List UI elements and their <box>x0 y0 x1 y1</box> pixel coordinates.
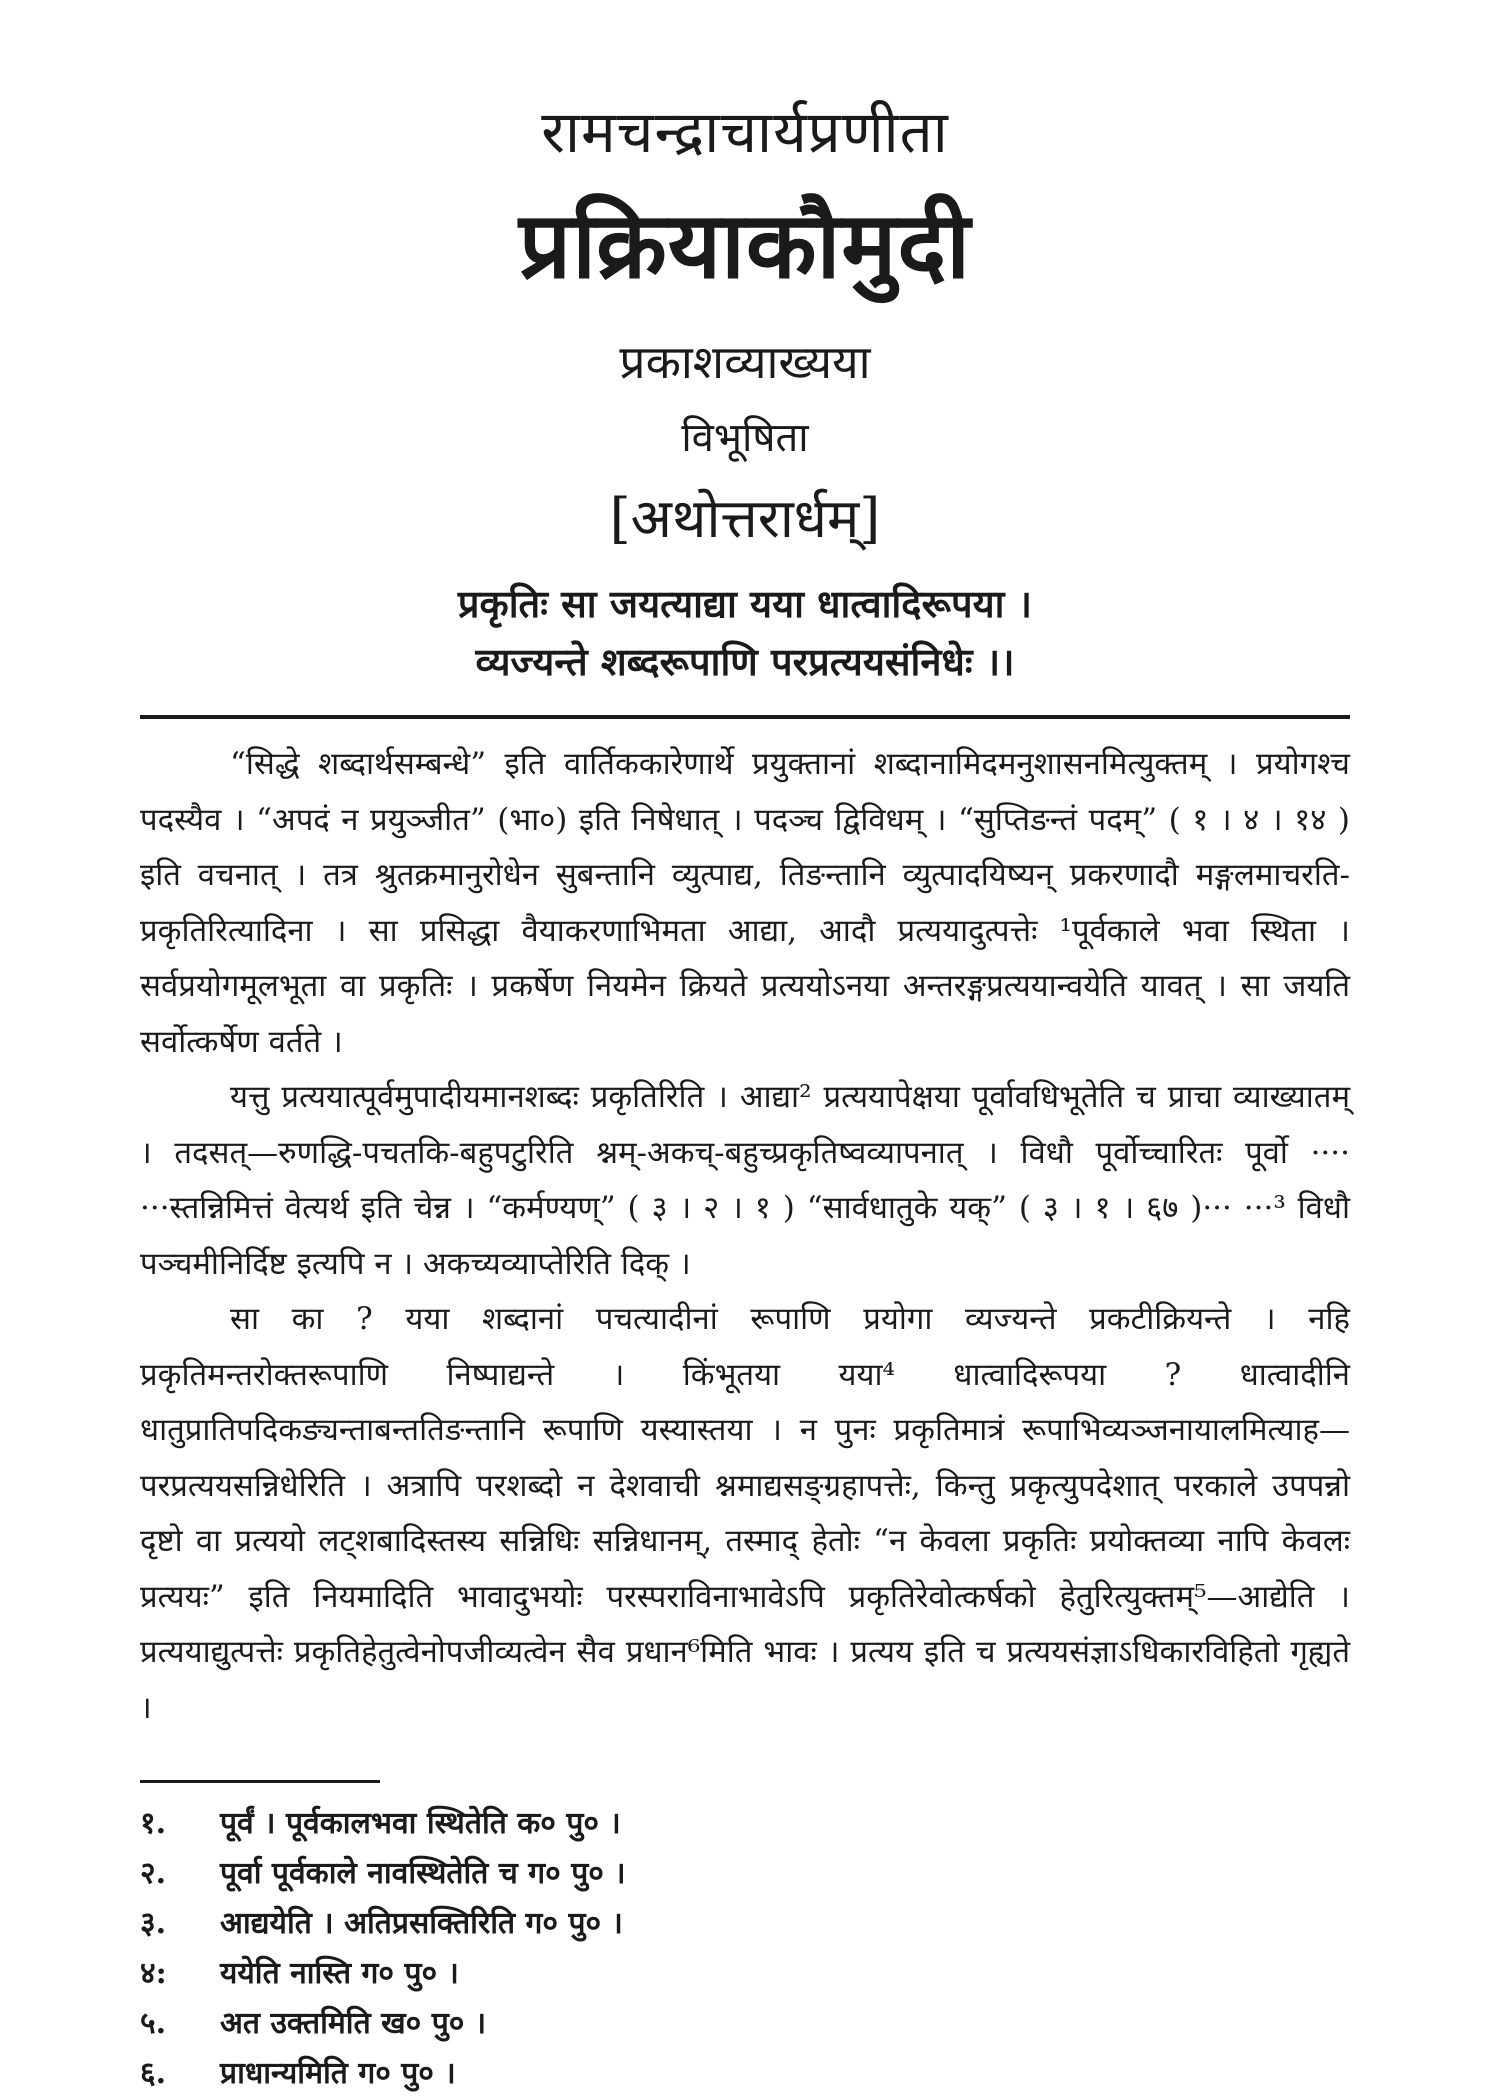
footnote-number: ५. <box>140 2006 167 2041</box>
header-divider <box>140 715 1350 719</box>
paragraph-1: “सिद्धे शब्दार्थसम्बन्धे” इति वार्तिककारेणार्थे प्रयुक्तानां शब्दानामिदमनुशासनमित्युक्तम् । प्रयोगश्च पदस्यैव । “अपदं न प्रयुञ्जीत” (भा०) इति निषेधात् । पदञ्च द्विविधम् । “सुप्तिङन्तं पदम्” ( १ । ४ । १४ ) इति वचनात् । तत्र श्रुतक्रमानुरोधेन सुबन्तानि व्युत्पाद्य, तिङन्तानि व्युत्पादयिष्यन् प्रकरणादौ मङ्गलमाचरति-प्रकृतिरित्यादिना । सा प्रसिद्धा वैयाकरणाभिमता आद्या, आदौ प्रत्ययादुत्पत्तेः ¹पूर्वकाले भवा स्थिता । सर्वप्रयोगमूलभूता वा प्रकृतिः । प्रकर्षेण नियमेन क्रियते प्रत्ययोऽनया अन्तरङ्गप्रत्ययान्वयेति यावत् । सा जयति सर्वोत्कर्षेण वर्तते । <box>140 746 1350 1060</box>
footnote <box>140 1799 1350 1849</box>
verse-line-2: व्यज्यन्ते शब्दरूपाणि परप्रत्ययसंनिधेः ।। <box>475 639 1015 684</box>
verse-line-1: प्रकृतिः सा जयत्याद्या यया धात्वादिरूपया । <box>457 581 1033 626</box>
footnote-number: ३. <box>140 1906 167 1941</box>
book-title: प्रक्रियाकौमुदी <box>518 191 972 299</box>
footnote-number: २. <box>140 1856 167 1891</box>
footnote <box>140 1999 1350 2049</box>
footnote-text: पूर्वा पूर्वकाले नावस्थितेति च ग० पु० । <box>220 1856 626 1891</box>
footnote-text: आद्ययेति । अतिप्रसक्तिरिति ग० पु० । <box>220 1906 623 1941</box>
footnote-number: ६. <box>140 2056 167 2091</box>
part-label: [अथोत्तरार्धम्] <box>609 487 881 550</box>
footnote <box>140 1849 1350 1899</box>
subtitle-commentary: प्रकाशव्याख्यया <box>619 335 871 389</box>
footnote <box>140 1899 1350 1949</box>
paragraph-2: यत्तु प्रत्ययात्पूर्वमुपादीयमानशब्दः प्रकृतिरिति । आद्या² प्रत्ययापेक्षया पूर्वावधिभूतेति च प्राचा व्याख्यातम् । तदसत्—रुणद्धि-पचतकि-बहुपटुरिति श्नम्-अकच्-बहुच्प्रकृतिष्वव्यापनात् । विधौ पूर्वोच्चारितः पूर्वो ···· ···स्तन्निमित्तं वेत्यर्थ इति चेन्न । “कर्मण्यण्” ( ३ । २ । १ ) “सार्वधातुके यक्” ( ३ । १ । ६७ )··· ···³ विधौ पञ्चमीनिर्दिष्ट इत्यपि न । अकच्यव्याप्तेरिति दिक् । <box>140 1079 1350 1282</box>
author-line: रामचन्द्राचार्यप्रणीता <box>541 98 949 166</box>
footnote-text: पूर्वं । पूर्वकालभवा स्थितेति क० पु० । <box>220 1806 621 1841</box>
footnote-number: १. <box>140 1806 167 1841</box>
footnote-text: प्राधान्यमिति ग० पु० । <box>220 2056 456 2091</box>
title-block <box>140 90 1350 691</box>
footnote-text: अत उक्तमिति ख० पु० । <box>220 2006 487 2041</box>
footnote-divider <box>140 1780 380 1783</box>
footnote <box>140 2049 1350 2099</box>
footnote <box>140 1949 1350 1999</box>
subtitle-adorned: विभूषिता <box>681 415 809 461</box>
commentary-body <box>140 737 1350 1736</box>
footnotes <box>140 1799 1350 2099</box>
footnote-text: ययेति नास्ति ग० पु० । <box>220 1956 459 1991</box>
footnote-number: ४: <box>140 1956 167 1991</box>
paragraph-3: सा का ? यया शब्दानां पचत्यादीनां रूपाणि प्रयोगा व्यज्यन्ते प्रकटीक्रियन्ते । नहि प्रकृतिमन्तरोक्तरूपाणि निष्पाद्यन्ते । किंभूतया यया⁴ धात्वादिरूपया ? धात्वादीनि धातुप्रातिपदिकङ्यन्ताबन्ततिङन्तानि रूपाणि यस्यास्तया । न पुनः प्रकृतिमात्रं रूपाभिव्यञ्जनायालमित्याह—परप्रत्ययसन्निधेरिति । अत्रापि परशब्दो न देशवाची श्नमाद्यसङ्ग्रहापत्तेः, किन्तु प्रकृत्युपदेशात् परकाले उपपन्नो दृष्टो वा प्रत्ययो लट्शबादिस्तस्य सन्निधिः सन्निधानम्, तस्माद् हेतोः “न केवला प्रकृतिः प्रयोक्तव्या नापि केवलः प्रत्ययः” इति नियमादिति भावादुभयोः परस्पराविनाभावेऽपि प्रकृतिरेवोत्कर्षको हेतुरित्युक्तम्⁵—आद्येति । प्रत्ययाद्युत्पत्तेः प्रकृतिहेतुत्वेनोपजीव्यत्वेन सैव प्रधान⁶मिति भावः । प्रत्यय इति च प्रत्ययसंज्ञाऽधिकारविहितो गृह्यते । <box>140 1301 1350 1726</box>
